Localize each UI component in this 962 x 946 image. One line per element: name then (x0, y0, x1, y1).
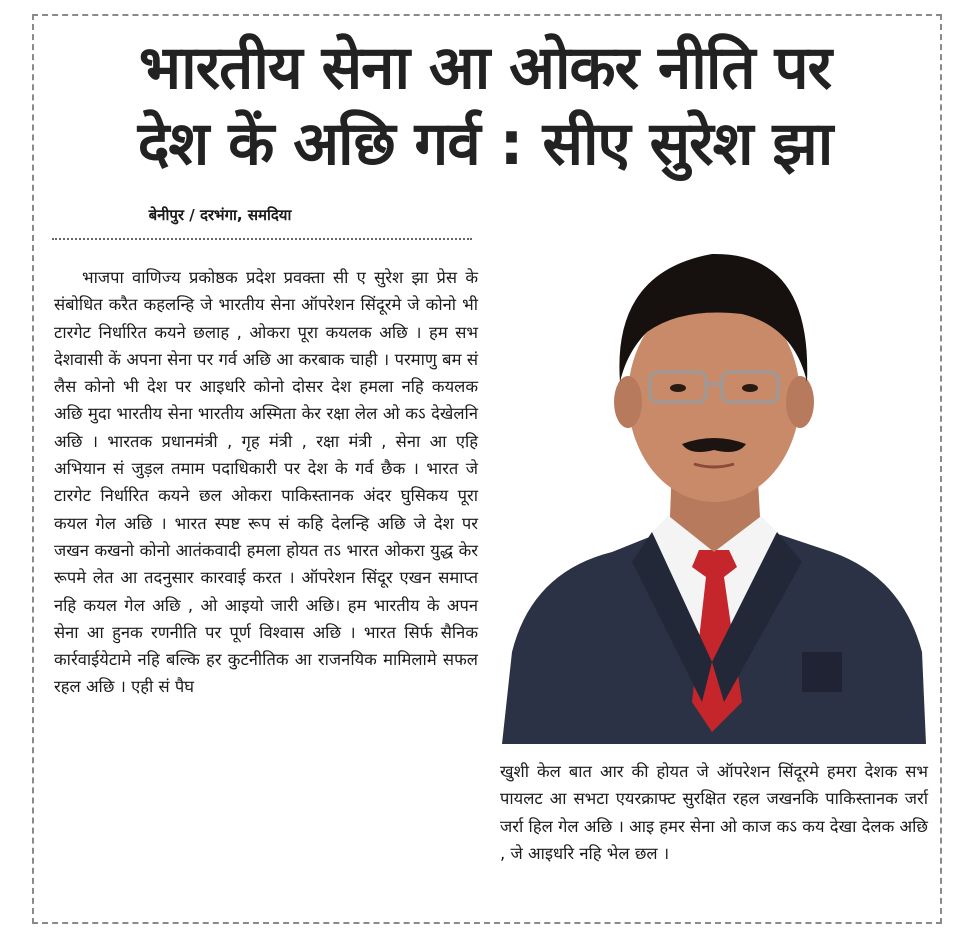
portrait-illustration (502, 232, 926, 744)
portrait-photo (502, 232, 926, 744)
headline-line-2: देश कें अछि गर्व : सीए सुरेश झा (137, 109, 833, 179)
headline-line-1: भारतीय सेना आ ओकर नीति पर (138, 33, 832, 103)
dateline: बेनीपुर / दरभंगा, समदिया (148, 206, 292, 224)
article-body-right: खुशी केल बात आर की होयत जे ऑपरेशन सिंदूरमे हमरा देशक सभ पायलट आ सभटा एयरक्राफ्ट सुरक्षित रहल जखनकि पाकिस्तानक जर्रा जर्रा हिल गेल अछि । आइ हमर सेना ओ काज कऽ कय देखा देलक अछि , जे आइधरि नहि भेल छल । (500, 762, 928, 863)
headline (40, 30, 930, 182)
article-body-left: भाजपा वाणिज्य प्रकोष्ठक प्रदेश प्रवक्ता सी ए सुरेश झा प्रेस के संबोधित करैत कहलन्हि जे भारतीय सेना ऑपरेशन सिंदूरमे जे कोनो भी टारगेट निर्धारित कयने छलाह , ओकरा पूरा कयलक अछि । हम सभ देशवासी कें अपना सेना पर गर्व अछि आ करबाक चाही । परमाणु बम सं लैस कोनो भी देश पर आइधरि कोनो दोसर देश हमला नहि कयलक अछि मुदा भारतीय सेना भारतीय अस्मिता केर रक्षा लेल ओ कऽ देखेलनि अछि । भारतक प्रधानमंत्री , गृह मंत्री , रक्षा मंत्री , सेना आ एहि अभियान सं जुड़ल तमाम पदाधिकारी पर देश के गर्व छैक । भारत जे टारगेट निर्धारित कयने छल ओकरा पाकिस्तानक अंदर घुसिकय पूरा कयल गेल अछि । भारत स्पष्ट रूप सं कहि देलन्हि अछि जे देश पर जखन कखनो कोनो आतंकवादी हमला होयत तऽ भारत ओकरा युद्ध केर रूपमे लेत आ तदनुसार कारवाई करत । ऑपरेशन सिंदूर एखन समाप्त नहि कयल गेल अछि , ओ आइयो जारी अछि। हम भारतीय के अपन सेना आ हुनक रणनीति पर पूर्ण विश्वास अछि । भारत सिर्फ सैनिक कार्रवाईयेटामे नहि बल्कि हर कुटनीतिक आ राजनयिक मामिलामे सफल रहल अछि । एही सं पैघ (54, 268, 478, 697)
dotted-divider (52, 238, 472, 240)
